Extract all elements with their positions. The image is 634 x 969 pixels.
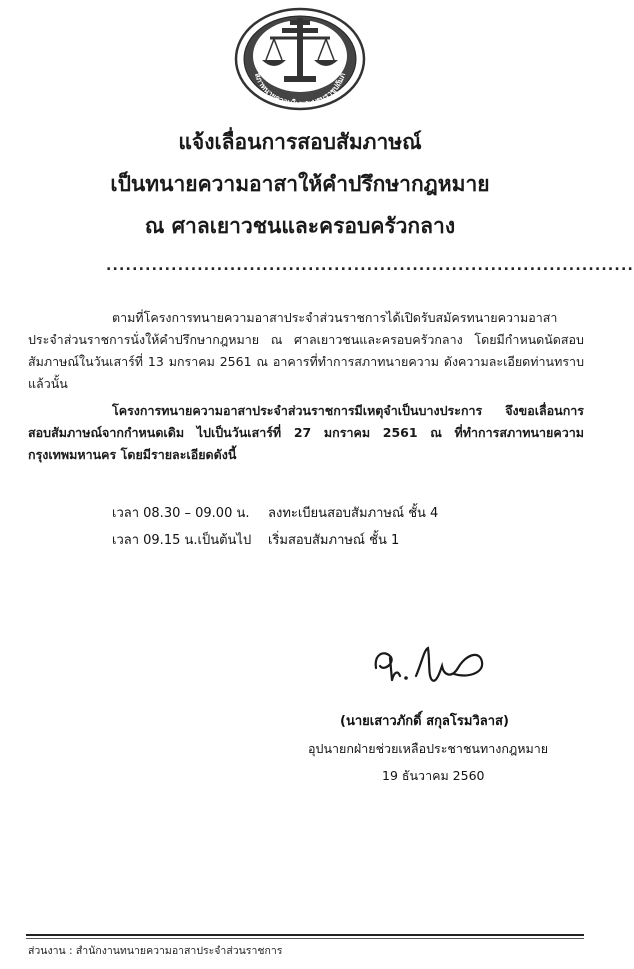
- dotted-separator: .................................................................................: [106, 258, 634, 274]
- schedule-activity: ลงทะเบียนสอบสัมภาษณ์ ชั้น 4: [268, 506, 439, 521]
- page-title-line-3: ณ ศาลเยาวชนและครอบครัวกลาง: [144, 214, 456, 238]
- page-title-line-1: แจ้งเลื่อนการสอบสัมภาษณ์: [178, 130, 422, 154]
- announcement-paragraph-1: ตามที่โครงการทนายความอาสาประจำส่วนราชการได้เปิดรับสมัครทนายความอาสาประจำส่วนราชการนั่งให้คำปรึกษากฎหมาย ณ ศาลเยาวชนและครอบครัวกลาง โดยมีกำหนดนัดสอบสัมภาษณ์ในวันเสาร์ที่ 13 มกราคม 2561 ณ อาคารที่ทำการสภาทนายความ ดังความละเอียดท่านทราบแล้วนั้น: [28, 310, 584, 391]
- page-title-line-2: เป็นทนายความอาสาให้คำปรึกษากฎหมาย: [110, 172, 490, 196]
- footer-divider-thin: [26, 938, 584, 939]
- signatory-position: อุปนายกฝ่ายช่วยเหลือประชาชนทางกฎหมาย: [308, 741, 549, 756]
- announcement-paragraph-2: โครงการทนายความอาสาประจำส่วนราชการมีเหตุจำเป็นบางประการ จึงขอเลื่อนการสอบสัมภาษณ์จากกำหนดเดิม ไปเป็นวันเสาร์ที่ 27 มกราคม 2561 ณ ที่ทำการสภาทนายความกรุงเทพมหานคร โดยมีรายละเอียดดังนี้: [28, 403, 584, 462]
- schedule-time: เวลา 08.30 – 09.00 น.: [112, 506, 250, 521]
- document-date: 19 ธันวาคม 2560: [382, 768, 485, 783]
- schedule-time: เวลา 09.15 น.เป็นต้นไป: [112, 533, 252, 548]
- handwritten-signature: [370, 632, 490, 690]
- signatory-name: (นายเสาวภักดิ์ สกุลโรมวิลาส): [340, 714, 509, 729]
- svg-text:สภาทนายความในพระบรมราชูปถัมภ์: สภาทนายความในพระบรมราชูปถัมภ์: [252, 71, 348, 109]
- footer-divider: [26, 934, 584, 936]
- schedule-activity: เริ่มสอบสัมภาษณ์ ชั้น 1: [268, 533, 400, 548]
- lawyers-council-seal-logo: [232, 6, 368, 112]
- footer-department: ส่วนงาน : สำนักงานทนายความอาสาประจำส่วนราชการ: [28, 945, 283, 957]
